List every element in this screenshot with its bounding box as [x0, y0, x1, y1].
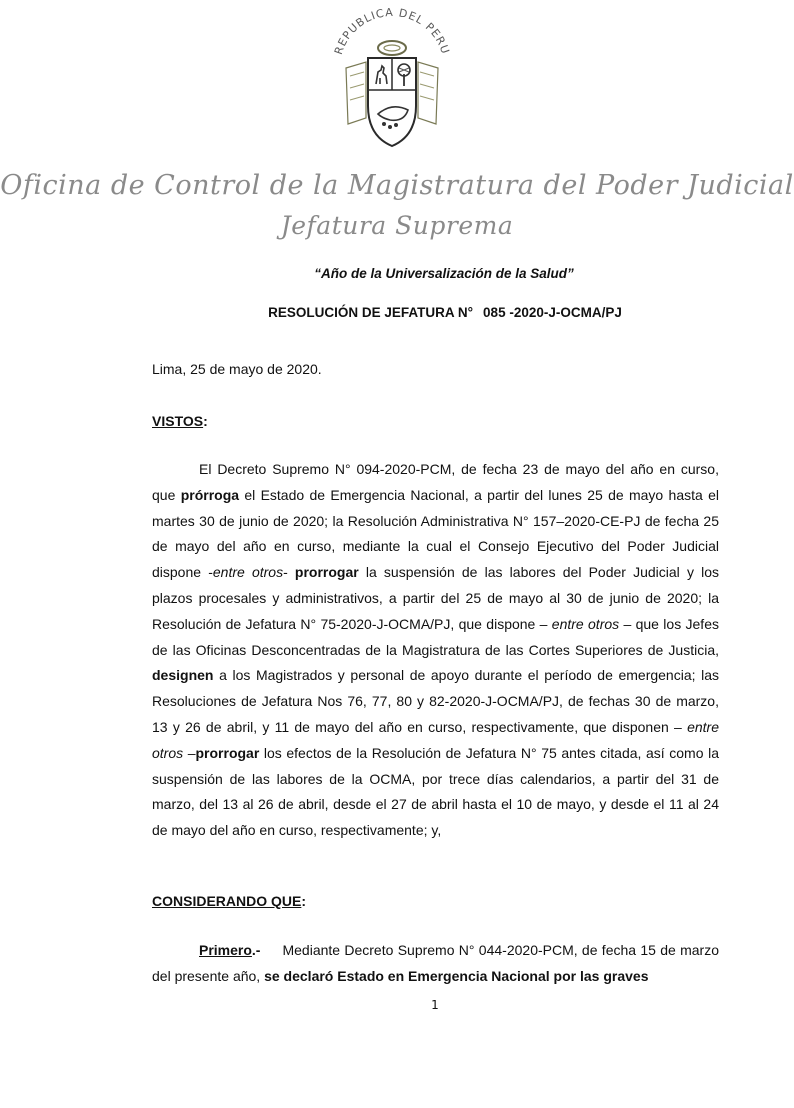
- vistos-heading-colon: :: [203, 413, 208, 429]
- office-subtitle: Jefatura Suprema: [280, 211, 514, 240]
- primero-paragraph: [152, 938, 719, 990]
- vistos-emphasis: prórroga: [180, 486, 240, 503]
- primero-text: Mediante Decreto Supremo N° 044-2020-PCM, de fecha 15 de marzo del presente año,: [152, 942, 719, 984]
- primero-label: Primero: [199, 942, 252, 958]
- year-motto: “Año de la Universalización de la Salud”: [314, 266, 574, 281]
- considerando-heading: [152, 893, 306, 909]
- vistos-emphasis: designen: [152, 667, 214, 684]
- vistos-text: la suspensión de las labores del Poder Judicial y los plazos procesales y administrativos, a partir del 25 de mayo al 30 de junio de 2020; la Resolución de Jefatura N° 75-2020-J-OCMA/PJ, que dispone –: [152, 564, 720, 632]
- resolution-label: RESOLUCIÓN DE JEFATURA N°: [268, 305, 474, 320]
- primero-label-tail: .-: [251, 942, 261, 958]
- peru-coat-of-arms-seal: [326, 6, 458, 156]
- primero-emphasis: se declaró Estado en Emergencia Nacional por las graves: [264, 967, 649, 984]
- vistos-text: – que los Jefes de las Oficinas Desconcentradas de la Magistratura de las Cortes Superiores de Justicia,: [152, 615, 719, 658]
- vistos-italic: entre otros: [551, 615, 620, 632]
- vistos-italic: entre otros: [212, 564, 284, 581]
- vistos-text: los efectos de la Resolución de Jefatura N° 75 antes citada, así como la suspensión de las labores de la OCMA, por trece días calendarios, a partir del 31 de marzo, del 13 al 26 de abril, desde el 27 de abril hasta el 10 de mayo, y desde el 11 al 24 de mayo del año en curso, respectivamente; y,: [152, 744, 719, 839]
- vistos-text: –: [183, 744, 196, 761]
- page-number: 1: [431, 998, 439, 1012]
- considerando-heading-colon: :: [301, 893, 307, 909]
- vistos-heading-text: VISTOS: [152, 413, 204, 429]
- vistos-heading: [152, 413, 208, 429]
- vistos-emphasis: prorrogar: [294, 564, 359, 581]
- vistos-paragraph: [152, 457, 719, 844]
- resolution-number: 085 -2020-J-OCMA/PJ: [483, 305, 622, 320]
- office-name: Oficina de Control de la Magistratura del Poder Judicial: [0, 170, 794, 201]
- vistos-italic: entre otros: [152, 718, 719, 761]
- considerando-heading-text: CONSIDERANDO QUE: [152, 893, 302, 909]
- svg-text:REPUBLICA DEL PERU: [332, 6, 452, 56]
- vistos-text: a los Magistrados y personal de apoyo durante el período de emergencia; las Resoluciones de Jefatura Nos 76, 77, 80 y 82-2020-J-OCMA/PJ, de fechas 30 de marzo, 13 y 26 de abril, y 11 de mayo del año en curso, respectivamente, que disponen –: [152, 667, 719, 735]
- seal-text: REPUBLICA DEL PERU: [331, 6, 453, 57]
- resolution-title: [0, 305, 794, 320]
- document-date: Lima, 25 de mayo de 2020.: [152, 361, 322, 377]
- vistos-text: -: [283, 564, 295, 581]
- vistos-text: el Estado de Emergencia Nacional, a partir del lunes 25 de mayo hasta el martes 30 de junio de 2020; la Resolución Administrativa N° 157–2020-CE-PJ de fecha 25 de mayo del año en curso, mediante la cual el Consejo Ejecutivo del Poder Judicial dispone -: [152, 486, 720, 581]
- vistos-text: El Decreto Supremo N° 094-2020-PCM, de fecha 23 de mayo del año en curso, que: [152, 461, 719, 503]
- vistos-emphasis: prorrogar: [195, 744, 260, 761]
